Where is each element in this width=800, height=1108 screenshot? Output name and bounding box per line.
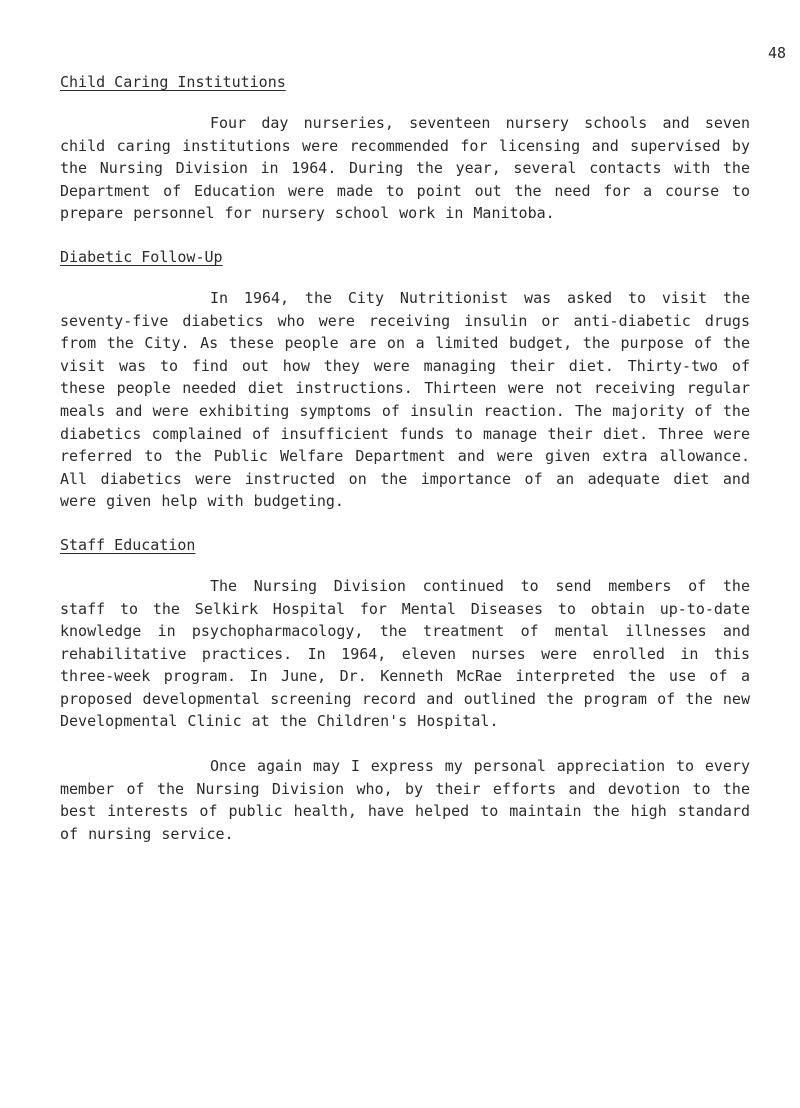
section-staff-education: [60, 535, 750, 733]
closing-paragraph: Once again may I express my personal appreciation to every member of the Nursing Division who, by their efforts and devotion to the best interests of public health, have helped to maintain the high standard of nursing service.: [60, 757, 750, 843]
document-body: [60, 72, 750, 867]
section-paragraph: In 1964, the City Nutritionist was asked to visit the seventy-five diabetics who were receiving insulin or anti-diabetic drugs from the City. As these people are on a limited budget, the purpose of the visit was to find out how they were managing their diet. Thirty-two of these people needed diet instructions. Thirteen were not receiving regular meals and were exhibiting symptoms of insulin reaction. The majority of the diabetics complained of insufficient funds to manage their diet. Three were referred to the Public Welfare Department and were given extra allowance. All diabetics were instructed on the importance of an adequate diet and were given help with budgeting.: [60, 288, 750, 511]
section-heading: Diabetic Follow-Up: [60, 247, 223, 266]
section-paragraph: Four day nurseries, seventeen nursery schools and seven child caring institutions were recommended for licensing and supervised by the Nursing Division in 1964. During the year, several contacts with the Department of Education were made to point out the need for a course to prepare personnel for nursery school work in Manitoba.: [60, 114, 750, 223]
section-diabetic-follow-up: [60, 247, 750, 513]
page-number: 48: [768, 44, 787, 62]
section-child-caring-institutions: [60, 72, 750, 225]
section-heading: Staff Education: [60, 535, 196, 554]
section-heading: Child Caring Institutions: [60, 73, 286, 91]
section-paragraph: The Nursing Division continued to send members of the staff to the Selkirk Hospital for Mental Diseases to obtain up-to-date knowledge in psychopharmacology, the treatment of mental illnesses and rehabilitative practices. In 1964, eleven nurses were enrolled in this three-week program. In June, Dr. Kenneth McRae interpreted the use of a proposed developmental screening record and outlined the program of the new Developmental Clinic at the Children's Hospital.: [60, 576, 750, 731]
closing-section: [60, 755, 750, 845]
